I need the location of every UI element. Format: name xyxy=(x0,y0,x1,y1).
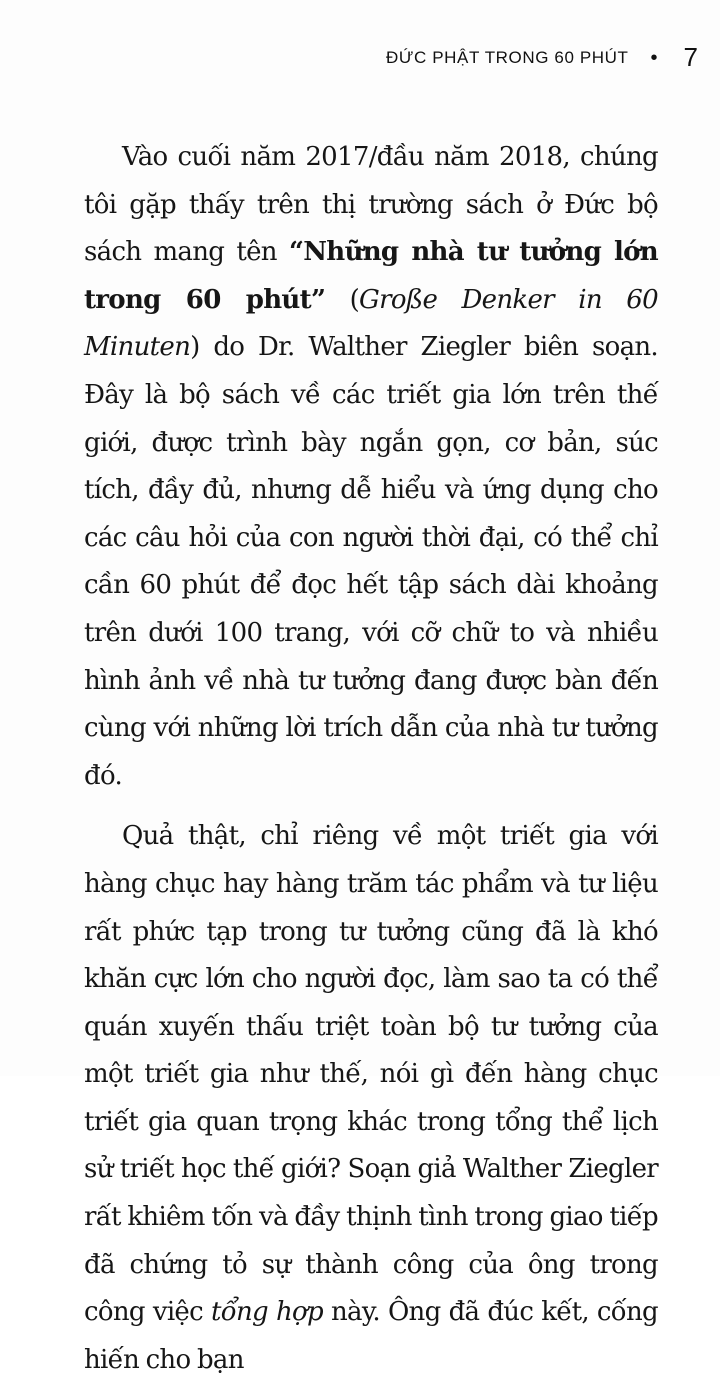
paragraph-1-text-2: ( xyxy=(325,284,360,315)
book-series-title-german: Große Denker in 60 Minuten xyxy=(84,284,658,363)
running-header xyxy=(386,42,698,73)
paragraph-2 xyxy=(84,813,658,1384)
paragraph-2-text-1: Quả thật, chỉ riêng về một triết gia với hàng chục hay hàng trăm tác phẩm và tư liệu rất phức tạp trong tư tưởng cũng đã là khó khăn cực lớn cho người đọc, làm sao ta có thể quán xuyến thấu triệt toàn bộ tư tưởng của một triết gia như thế, nói gì đến hàng chục triết gia quan trọng khác trong tổng thể lịch sử triết học thế giới? Soạn giả Walther Ziegler rất khiêm tốn và đầy thịnh tình trong giao tiếp đã chứng tỏ sự thành công của ông trong công việc xyxy=(84,821,658,1328)
book-series-title-vietnamese: “Những nhà tư tưởng lớn trong 60 phút” xyxy=(84,237,658,315)
header-bullet-icon: • xyxy=(650,46,658,69)
running-header-title: ĐỨC PHẬT TRONG 60 PHÚT xyxy=(386,47,629,67)
italic-phrase: tổng hợp xyxy=(211,1297,323,1328)
paragraph-1 xyxy=(84,134,658,800)
paragraph-1-text-3: ) do Dr. Walther Ziegler biên soạn. Đây là bộ sách về các triết gia lớn trên thế giới, được trình bày ngắn gọn, cơ bản, súc tích, đầy đủ, nhưng dễ hiểu và ứng dụng cho các câu hỏi của con người thời đại, có thể chỉ cần 60 phút để đọc hết tập sách dài khoảng trên dưới 100 trang, với cỡ chữ to và nhiều hình ảnh về nhà tư tưởng đang được bàn đến cùng với những lời trích dẫn của nhà tư tưởng đó. xyxy=(84,332,658,791)
paragraph-2-text-2: này. Ông đã đúc kết, cống hiến cho bạn xyxy=(84,1297,658,1375)
body-text xyxy=(84,134,658,1397)
page-number: 7 xyxy=(683,42,698,72)
paragraph-1-text-1: Vào cuối năm 2017/đầu năm 2018, chúng tôi gặp thấy trên thị trường sách ở Đức bộ sách mang tên xyxy=(84,142,658,268)
